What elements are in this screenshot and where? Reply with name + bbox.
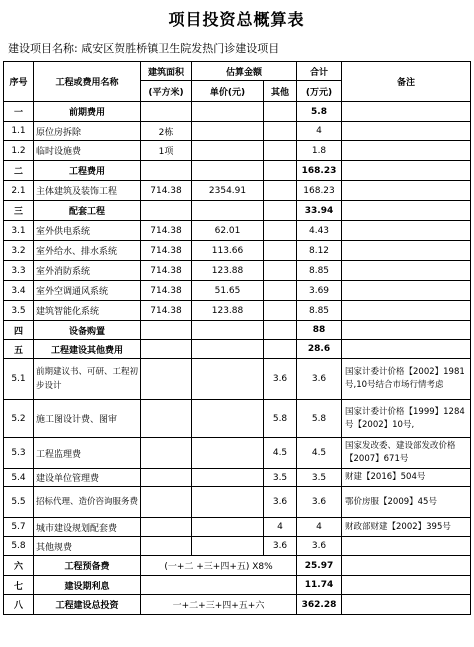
row-formula <box>141 576 297 595</box>
row-other <box>264 281 297 301</box>
row-seq: 5.5 <box>4 487 34 518</box>
row-remark: 国家计委计价格【1999】1284号【2002】10号, <box>342 400 471 438</box>
row-area <box>141 537 192 556</box>
row-other: 5.8 <box>264 400 297 438</box>
row-name: 室外供电系统 <box>34 221 141 241</box>
row-formula: 一+二+三+四+五+六 <box>141 595 297 615</box>
row-unit-price: 62.01 <box>192 221 264 241</box>
row-name: 工程建设总投资 <box>34 595 141 615</box>
row-other <box>264 201 297 221</box>
row-seq: 七 <box>4 576 34 595</box>
row-total: 25.97 <box>297 556 342 576</box>
row-unit-price <box>192 359 264 400</box>
row-area: 714.38 <box>141 241 192 261</box>
row-unit-price: 113.66 <box>192 241 264 261</box>
row-total: 168.23 <box>297 181 342 201</box>
row-total: 3.69 <box>297 281 342 301</box>
section-row <box>4 201 471 221</box>
row-area: 714.38 <box>141 181 192 201</box>
row-name: 主体建筑及装饰工程 <box>34 181 141 201</box>
section-row <box>4 576 471 595</box>
row-total: 4 <box>297 122 342 141</box>
header-estimate: 估算金额 <box>192 62 297 81</box>
row-remark <box>342 321 471 340</box>
row-name: 配套工程 <box>34 201 141 221</box>
row-area <box>141 438 192 469</box>
row-unit-price: 123.88 <box>192 261 264 281</box>
row-remark <box>342 201 471 221</box>
row-unit-price <box>192 122 264 141</box>
row-name: 招标代理、造价咨询服务费 <box>34 487 141 518</box>
row-total: 168.23 <box>297 161 342 181</box>
table-row <box>4 181 471 201</box>
row-seq: 三 <box>4 201 34 221</box>
row-total: 3.6 <box>297 359 342 400</box>
row-name: 前期费用 <box>34 102 141 122</box>
row-area: 714.38 <box>141 301 192 321</box>
row-area <box>141 201 192 221</box>
table-row <box>4 469 471 487</box>
row-remark <box>342 301 471 321</box>
row-seq: 五 <box>4 340 34 359</box>
row-unit-price: 51.65 <box>192 281 264 301</box>
row-unit-price: 123.88 <box>192 301 264 321</box>
row-total: 33.94 <box>297 201 342 221</box>
row-remark <box>342 340 471 359</box>
row-other <box>264 241 297 261</box>
table-row <box>4 221 471 241</box>
row-remark <box>342 556 471 576</box>
row-name: 原位房拆除 <box>34 122 141 141</box>
row-remark <box>342 221 471 241</box>
row-other <box>264 340 297 359</box>
row-total: 4 <box>297 518 342 537</box>
row-name: 室外给水、排水系统 <box>34 241 141 261</box>
row-unit-price <box>192 438 264 469</box>
row-other: 3.6 <box>264 487 297 518</box>
header-total: 合计 <box>297 62 342 81</box>
row-seq: 5.4 <box>4 469 34 487</box>
section-row <box>4 556 471 576</box>
table-row <box>4 301 471 321</box>
row-area: 714.38 <box>141 281 192 301</box>
row-area: 1项 <box>141 141 192 161</box>
row-unit-price <box>192 340 264 359</box>
row-remark: 鄂价房服【2009】45号 <box>342 487 471 518</box>
row-name: 城市建设规划配套费 <box>34 518 141 537</box>
row-total: 8.85 <box>297 301 342 321</box>
row-total: 5.8 <box>297 102 342 122</box>
section-row <box>4 340 471 359</box>
table-row <box>4 261 471 281</box>
row-other <box>264 102 297 122</box>
row-name: 建设单位管理费 <box>34 469 141 487</box>
page-title: 项目投资总概算表 <box>168 10 305 29</box>
row-area <box>141 487 192 518</box>
row-name: 施工图设计费、图审 <box>34 400 141 438</box>
row-seq: 四 <box>4 321 34 340</box>
row-remark: 财建【2016】504号 <box>342 469 471 487</box>
row-remark <box>342 537 471 556</box>
row-total: 362.28 <box>297 595 342 615</box>
row-seq: 1.2 <box>4 141 34 161</box>
row-seq: 5.8 <box>4 537 34 556</box>
section-row <box>4 595 471 615</box>
row-remark: 国家计委计价格【2002】1981号,10号结合市场行情考虑 <box>342 359 471 400</box>
row-remark: 国家发改委、建设部发改价格【2007】671号 <box>342 438 471 469</box>
row-other: 3.5 <box>264 469 297 487</box>
row-name: 其他规费 <box>34 537 141 556</box>
row-seq: 1.1 <box>4 122 34 141</box>
row-other: 3.6 <box>264 537 297 556</box>
row-other <box>264 221 297 241</box>
table-row <box>4 359 471 400</box>
row-area <box>141 518 192 537</box>
row-total: 8.85 <box>297 261 342 281</box>
section-row <box>4 321 471 340</box>
table-row <box>4 241 471 261</box>
row-total: 1.8 <box>297 141 342 161</box>
row-area <box>141 469 192 487</box>
row-total: 4.5 <box>297 438 342 469</box>
row-name: 设备购置 <box>34 321 141 340</box>
row-seq: 六 <box>4 556 34 576</box>
row-total: 3.6 <box>297 537 342 556</box>
row-total: 3.6 <box>297 487 342 518</box>
row-other: 4.5 <box>264 438 297 469</box>
row-name: 工程建设其他费用 <box>34 340 141 359</box>
row-name: 工程费用 <box>34 161 141 181</box>
row-area <box>141 102 192 122</box>
table-row <box>4 400 471 438</box>
row-unit-price <box>192 102 264 122</box>
row-name: 建筑智能化系统 <box>34 301 141 321</box>
row-seq: 5.2 <box>4 400 34 438</box>
row-seq: 3.3 <box>4 261 34 281</box>
row-other <box>264 141 297 161</box>
table-row <box>4 122 471 141</box>
row-name: 临时设施费 <box>34 141 141 161</box>
row-remark <box>342 261 471 281</box>
table-row <box>4 438 471 469</box>
row-remark <box>342 141 471 161</box>
row-formula: (一+二 +三+四+五) X8% <box>141 556 297 576</box>
row-seq: 3.2 <box>4 241 34 261</box>
row-total: 28.6 <box>297 340 342 359</box>
row-seq: 2.1 <box>4 181 34 201</box>
row-other <box>264 321 297 340</box>
row-total: 4.43 <box>297 221 342 241</box>
row-area <box>141 400 192 438</box>
row-seq: 5.3 <box>4 438 34 469</box>
row-unit-price <box>192 161 264 181</box>
budget-table <box>3 61 471 615</box>
row-other: 4 <box>264 518 297 537</box>
row-unit-price <box>192 141 264 161</box>
header-other: 其他 <box>264 81 297 102</box>
row-name: 工程预备费 <box>34 556 141 576</box>
row-area <box>141 359 192 400</box>
row-unit-price <box>192 201 264 221</box>
row-remark <box>342 576 471 595</box>
row-other <box>264 301 297 321</box>
row-area: 714.38 <box>141 261 192 281</box>
row-unit-price <box>192 400 264 438</box>
row-area <box>141 161 192 181</box>
row-remark <box>342 281 471 301</box>
budget-sheet <box>3 3 470 615</box>
table-row <box>4 537 471 556</box>
header-item: 工程或费用名称 <box>34 62 141 102</box>
row-remark <box>342 122 471 141</box>
row-seq: 一 <box>4 102 34 122</box>
row-name: 室外空调通风系统 <box>34 281 141 301</box>
header-area: 建筑面积 <box>141 62 192 81</box>
row-total: 8.12 <box>297 241 342 261</box>
row-seq: 3.4 <box>4 281 34 301</box>
row-other <box>264 122 297 141</box>
row-unit-price <box>192 537 264 556</box>
row-remark <box>342 102 471 122</box>
row-seq: 二 <box>4 161 34 181</box>
header-area-unit: (平方米) <box>141 81 192 102</box>
row-unit-price <box>192 518 264 537</box>
table-row <box>4 281 471 301</box>
row-name: 室外消防系统 <box>34 261 141 281</box>
row-other <box>264 261 297 281</box>
row-total: 3.5 <box>297 469 342 487</box>
row-name: 工程监理费 <box>34 438 141 469</box>
row-other: 3.6 <box>264 359 297 400</box>
row-remark <box>342 241 471 261</box>
row-unit-price <box>192 321 264 340</box>
row-total: 88 <box>297 321 342 340</box>
row-area: 714.38 <box>141 221 192 241</box>
row-seq: 5.1 <box>4 359 34 400</box>
table-row <box>4 487 471 518</box>
section-row <box>4 161 471 181</box>
row-seq: 3.5 <box>4 301 34 321</box>
row-name: 建设期利息 <box>34 576 141 595</box>
row-unit-price <box>192 487 264 518</box>
row-area <box>141 321 192 340</box>
row-seq: 八 <box>4 595 34 615</box>
row-other <box>264 181 297 201</box>
table-row <box>4 518 471 537</box>
row-seq: 3.1 <box>4 221 34 241</box>
row-unit-price <box>192 469 264 487</box>
row-other <box>264 161 297 181</box>
row-remark <box>342 595 471 615</box>
header-remark: 备注 <box>342 62 471 102</box>
row-remark <box>342 161 471 181</box>
project-name-line: 建设项目名称: 咸安区贺胜桥镇卫生院发热门诊建设项目 <box>8 42 280 55</box>
header-unit-price: 单价(元) <box>192 81 264 102</box>
header-total-unit: (万元) <box>297 81 342 102</box>
row-total: 11.74 <box>297 576 342 595</box>
header-seq: 序号 <box>4 62 34 102</box>
row-area: 2栋 <box>141 122 192 141</box>
table-row <box>4 141 471 161</box>
row-unit-price: 2354.91 <box>192 181 264 201</box>
row-remark: 财政部财建【2002】395号 <box>342 518 471 537</box>
row-total: 5.8 <box>297 400 342 438</box>
row-seq: 5.7 <box>4 518 34 537</box>
row-name: 前期建议书、可研、工程初步设计 <box>34 359 141 400</box>
row-remark <box>342 181 471 201</box>
section-row <box>4 102 471 122</box>
row-area <box>141 340 192 359</box>
